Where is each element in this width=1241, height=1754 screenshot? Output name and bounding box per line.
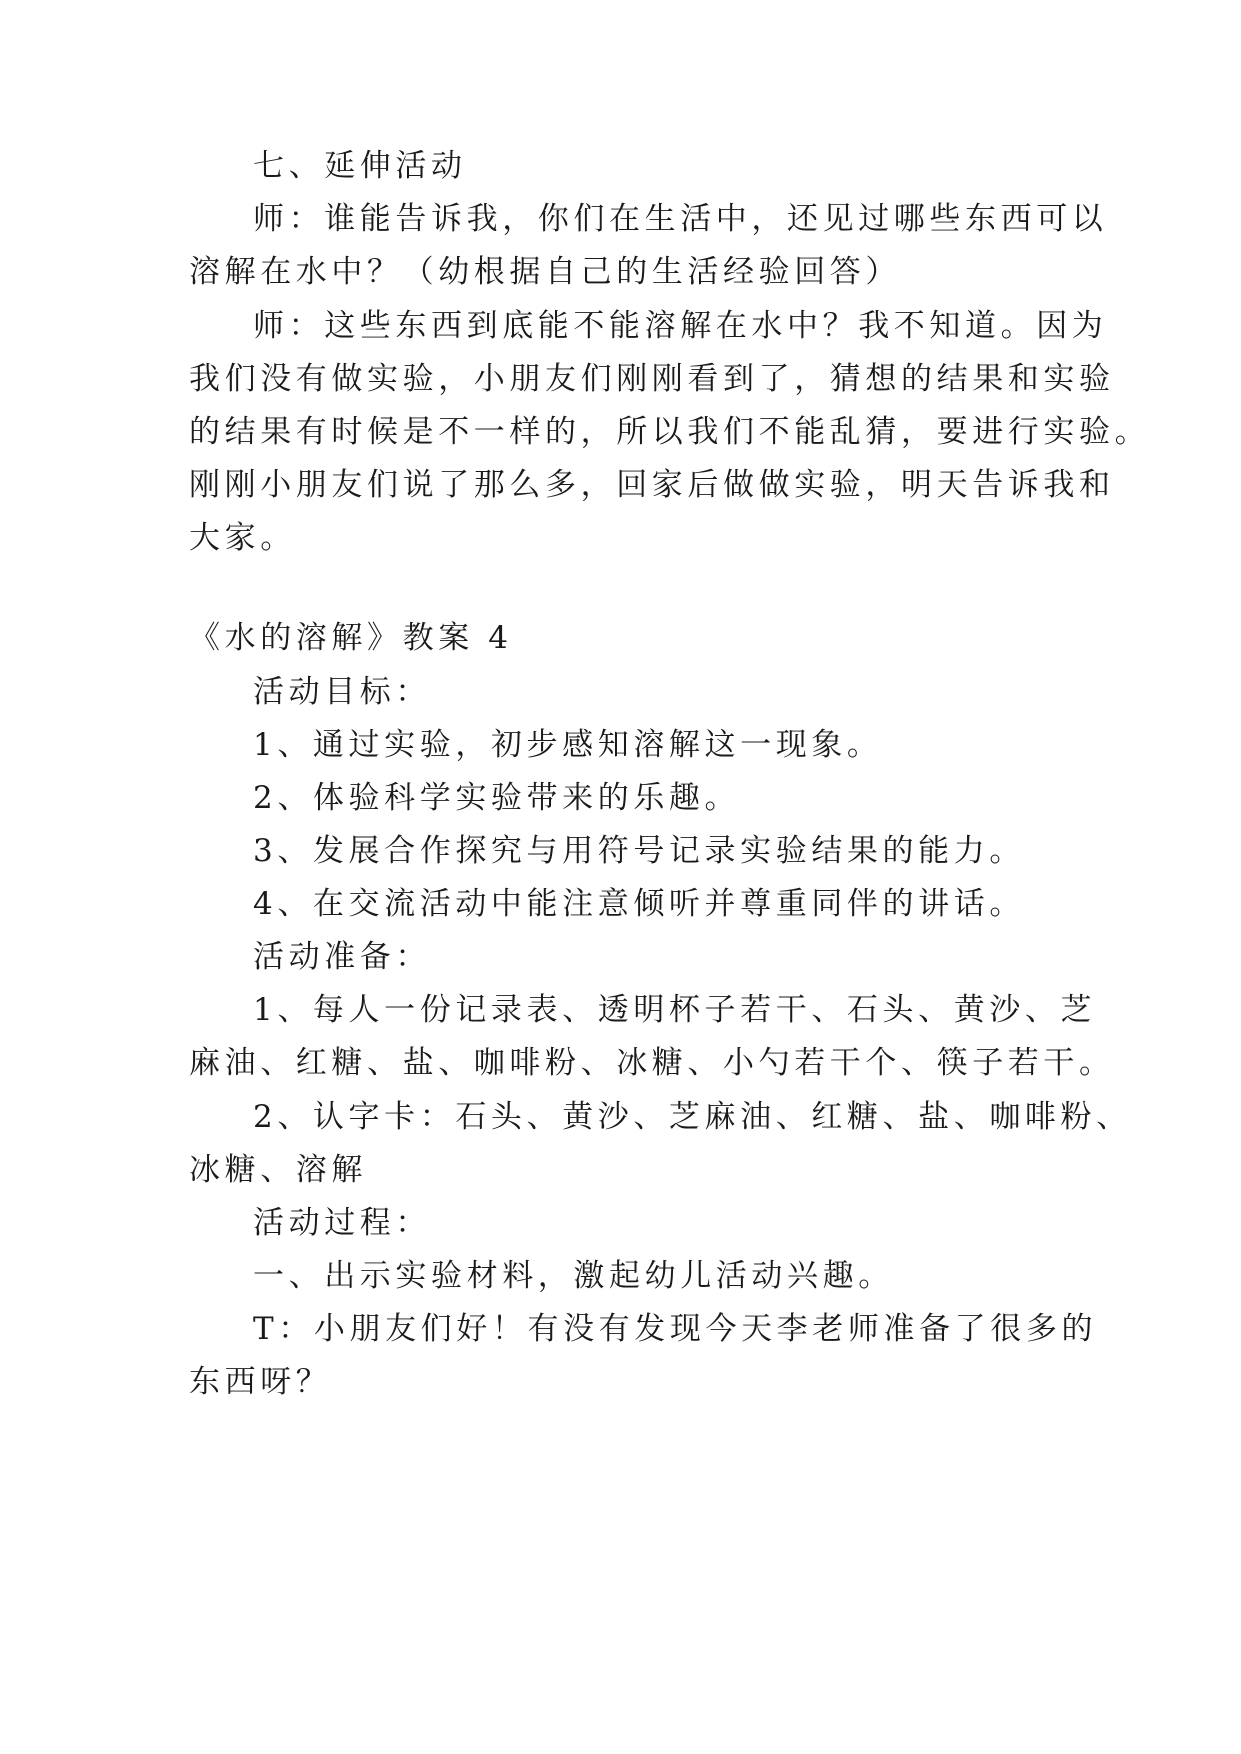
paragraph-line: 大家。 [189,520,296,556]
paragraph-line: 的结果有时候是不一样的，所以我们不能乱猜，要进行实验。 [189,414,1151,450]
document-title: 《水的溶解》教案 4 [189,620,513,656]
paragraph-line: 溶解在水中？（幼根据自己的生活经验回答） [189,254,901,290]
paragraph-line: 我们没有做实验，小朋友们刚刚看到了，猜想的结果和实验 [189,361,1115,397]
teacher-line: T：小朋友们好！有没有发现今天李老师准备了很多的 [253,1311,1098,1347]
goal-item: 3、发展合作探究与用符号记录实验结果的能力。 [253,833,1025,869]
teacher-line-continued: 东西呀？ [189,1364,332,1400]
process-step: 一、出示实验材料，激起幼儿活动兴趣。 [253,1258,894,1294]
prep-item: 2、认字卡：石头、黄沙、芝麻油、红糖、盐、咖啡粉、 [253,1099,1132,1135]
goal-item: 2、体验科学实验带来的乐趣。 [253,780,741,816]
goal-item: 1、通过实验，初步感知溶解这一现象。 [253,727,883,763]
paragraph-line: 刚刚小朋友们说了那么多，回家后做做实验，明天告诉我和 [189,467,1115,503]
section-heading: 七、延伸活动 [253,148,467,184]
process-heading: 活动过程： [253,1205,431,1241]
paragraph-line: 师：谁能告诉我，你们在生活中，还见过哪些东西可以 [253,201,1108,237]
prep-item-continued: 冰糖、溶解 [189,1152,367,1188]
paragraph-line: 师：这些东西到底能不能溶解在水中？我不知道。因为 [253,308,1108,344]
goal-item: 4、在交流活动中能注意倾听并尊重同伴的讲话。 [253,886,1025,922]
prep-item-continued: 麻油、红糖、盐、咖啡粉、冰糖、小勺若干个、筷子若干。 [189,1045,1115,1081]
prep-item: 1、每人一份记录表、透明杯子若干、石头、黄沙、芝 [253,992,1097,1028]
goals-heading: 活动目标： [253,674,431,710]
prep-heading: 活动准备： [253,939,431,975]
